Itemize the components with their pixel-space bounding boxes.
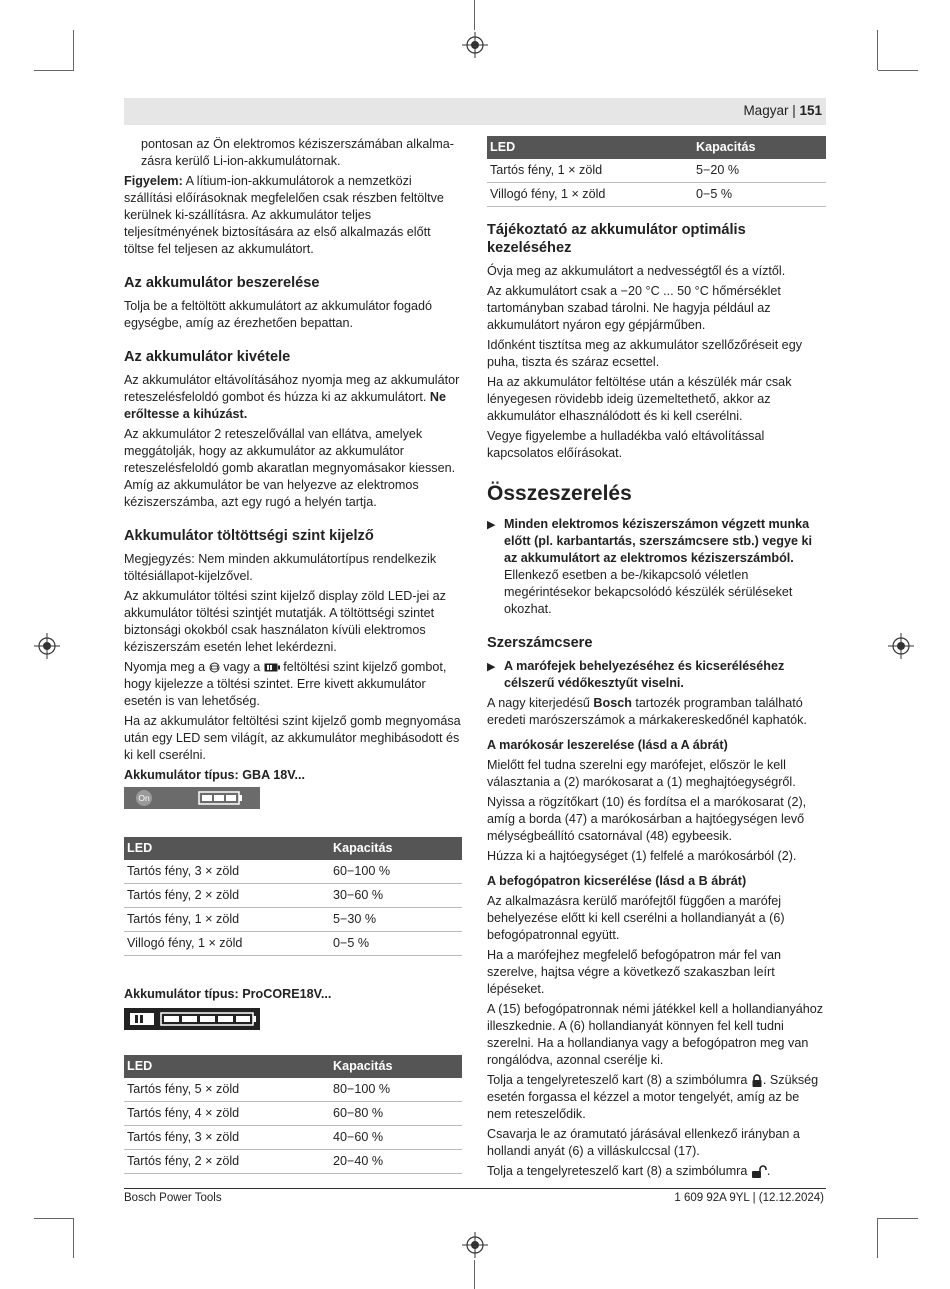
cell: 30−60 %: [330, 884, 462, 908]
handling-text: Az akkumulátort csak a −20 °C ... 50 °C hőmérséklet tartományban szabad tárolni. Ne hagyja például az akkumulátort nyáron egy gépjárműben.: [487, 284, 781, 332]
heading-collet: A befogópatron kicserélése (lásd a B ábrát): [487, 874, 747, 888]
bosch-paragraph: [487, 695, 826, 729]
crop-mark: [73, 1218, 74, 1258]
assembly-text: Ellenkező esetben a be-/kikapcsoló véletlen megérintésekor bekapcsolódó készülék sérüléseket okozhat.: [504, 568, 793, 616]
cell: 20−40 %: [330, 1150, 462, 1174]
collet-text: . Szükség esetén forgassa el kézzel a motor tengelyét, amíg az be nem reteszelődik.: [487, 1073, 819, 1121]
lock-closed-icon: [751, 1074, 763, 1088]
triangle-bullet-icon: ▶: [487, 519, 496, 531]
col-header: LED: [124, 1055, 330, 1078]
insert-text: Tolja be a feltöltött akkumulátort az akkumulátor fogadó egységbe, amíg az érezhetően bepattan.: [124, 299, 433, 330]
remove-text: Az akkumulátor eltávolításához nyomja meg az akkumulátor reteszelésfeloldó gombot és húzza ki az akkumulátort.: [124, 373, 460, 404]
battery-display-gba: [124, 787, 260, 809]
battery-segments-icon: [129, 1012, 257, 1026]
cell: 0−5 %: [693, 183, 826, 207]
attention-paragraph: [124, 173, 462, 258]
header-language: Magyar: [743, 103, 789, 118]
intro-line: pontosan az Ön elektromos kéziszerszámában alkalma-: [141, 137, 454, 151]
cell: 0−5 %: [330, 932, 462, 956]
registration-mark-icon: [888, 633, 914, 659]
remove-warning: Ne erőltesse a kihúzást.: [124, 390, 447, 421]
crop-mark: [474, 0, 475, 30]
assembly-bullet: [487, 516, 826, 618]
col-header: Kapacitás: [330, 837, 462, 860]
table-row: [124, 1102, 462, 1126]
crop-mark: [34, 1218, 74, 1219]
crop-mark: [877, 1218, 878, 1258]
heading-indicator: Akkumulátor töltöttségi szint kijelző: [124, 528, 374, 544]
cell: Tartós fény, 5 × zöld: [124, 1078, 330, 1102]
right-column: [487, 136, 826, 1183]
collet-text: Csavarja le az óramutató járásával ellenkező irányban a hollandi anyát (6) a villáskulccsal (17).: [487, 1127, 800, 1158]
page-header: Magyar | 151: [743, 103, 822, 118]
header-band: [124, 98, 826, 125]
bosch-text: A nagy kiterjedésű: [487, 696, 594, 710]
cell: Tartós fény, 3 × zöld: [124, 1126, 330, 1150]
cell: Tartós fény, 2 × zöld: [124, 1150, 330, 1174]
table-row: [124, 932, 462, 956]
cell: 60−100 %: [330, 860, 462, 884]
remove-text-2: Az akkumulátor 2 reteszelővállal van ellátva, amelyek meggátolják, hogy az akkumulátor az akkumulátor reteszelésfeloldó gomb akaratlan megnyomásakor kiessen. Amíg az akkumulátor be van helyezve az elektromos kéziszerszámba, azt egy rugó a helyén tartja.: [124, 427, 456, 509]
press-text: feltöltési szint kijelző gombot, hogy kijelezze a töltési szintet. Erre kivett akkumulátor esetén is van lehetőség.: [124, 660, 447, 708]
cell: Tartós fény, 4 × zöld: [124, 1102, 330, 1126]
battery-display-procore: [124, 1008, 260, 1030]
crop-mark: [877, 30, 878, 70]
toolchange-bullet: [487, 658, 826, 692]
registration-mark-icon: [462, 1232, 488, 1258]
battery-level-icon: [198, 791, 244, 805]
note-text: Megjegyzés: Nem minden akkumulátortípus rendelkezik töltésiállapot-kijelzővel.: [124, 552, 437, 583]
basket-text: Mielőtt fel tudna szerelni egy marófejet, először le kell választania a (2) marókosarat a (1) meghajtóegységről.: [487, 758, 796, 789]
cell: 60−80 %: [330, 1102, 462, 1126]
cell: Tartós fény, 1 × zöld: [124, 908, 330, 932]
crop-mark: [73, 30, 74, 70]
footer-brand: Bosch Power Tools: [124, 1192, 222, 1204]
collet-text: A (15) befogópatronnak némi játékkel kell a hollandianyához illeszkednie. A (6) hollandianyát könnyen fel kell tudni szerelni. Ha a hollandianya vagy a befogópatron meg van rongálódva, azonnal cserélje ki.: [487, 1002, 824, 1067]
table-row: [487, 159, 826, 183]
table-gba: [124, 837, 462, 956]
attention-label: Figyelem:: [124, 174, 183, 188]
crop-mark: [878, 1218, 918, 1219]
col-header: LED: [487, 136, 693, 159]
table-row: [124, 884, 462, 908]
bosch-brand: Bosch: [593, 696, 632, 710]
assembly-warning: Minden elektromos kéziszerszámon végzett munka előtt (pl. karbantartás, szerszámcsere stb.) vegye ki az akkumulátort az elektromos kéziszerszámból.: [504, 517, 812, 565]
handling-text: Vegye figyelembe a hulladékba való eltávolítással kapcsolatos előírásokat.: [487, 429, 765, 460]
collet-paragraph: [487, 1163, 826, 1180]
registration-mark-icon: [34, 633, 60, 659]
press-text: Nyomja meg a: [124, 660, 209, 674]
col-header: Kapacitás: [330, 1055, 462, 1078]
collet-text: Az alkalmazásra kerülő marófejtől függően a marófej behelyezése előtt ki kell cserélni a hollandianyát a (6) befogópatronnal együtt.: [487, 894, 785, 942]
cell: Tartós fény, 3 × zöld: [124, 860, 330, 884]
registration-mark-icon: [462, 32, 488, 58]
footer-divider: [124, 1188, 826, 1189]
collet-text: Tolja a tengelyreteszelő kart (8) a szimbólumra: [487, 1164, 751, 1178]
table-row: [124, 1126, 462, 1150]
heading-assembly: Összeszerelés: [487, 482, 632, 505]
crop-mark: [34, 70, 74, 71]
lock-open-icon: [751, 1165, 767, 1179]
basket-text: Húzza ki a hajtóegységet (1) felfelé a marókosárból (2).: [487, 849, 797, 863]
page-number: 151: [799, 103, 822, 118]
crop-mark: [474, 1260, 475, 1289]
table-row: [124, 1078, 462, 1102]
attention-text: A lítium-ion-akkumulátorok a nemzetközi szállítási előírásoknak megfelelően csak részben feltöltve kerülnek ki-szállításra. Az akkumulátor teljes teljesítményének biztosítására az első alkalmazás előtt töltse fel teljesen az akkumulátort.: [124, 174, 444, 256]
heading-toolchange: Szerszámcsere: [487, 635, 593, 651]
handling-text: Óvja meg az akkumulátort a nedvességtől és a víztől.: [487, 264, 786, 278]
led-text: Az akkumulátor töltési szint kijelző display zöld LED-jei az akkumulátor töltési szintjét mutatják. A töltöttségi szintet biztonsági okokból csak használaton kívüli elektromos kéziszerszám esetén lehet lekérdezni.: [124, 589, 446, 654]
heading-insert: Az akkumulátor beszerelése: [124, 275, 320, 291]
remove-paragraph: [124, 372, 462, 423]
press-text: vagy a: [219, 660, 264, 674]
collet-text: .: [766, 1164, 771, 1178]
table-procore: [124, 1055, 462, 1174]
cell: 80−100 %: [330, 1078, 462, 1102]
intro-line: zásra kerülő Li-ion-akkumulátornak.: [141, 154, 341, 168]
bosch-text: tartozék programban található eredeti marószerszámok a márkakereskedőnél kaphatók.: [487, 696, 807, 727]
battery-type-procore: Akkumulátor típus: ProCORE18V...: [124, 987, 332, 1001]
cell: Tartós fény, 2 × zöld: [124, 884, 330, 908]
cell: 40−60 %: [330, 1126, 462, 1150]
press-paragraph: [124, 659, 462, 710]
heading-remove: Az akkumulátor kivétele: [124, 349, 291, 365]
collet-text: Tolja a tengelyreteszelő kart (8) a szimbólumra: [487, 1073, 751, 1087]
cell: Tartós fény, 1 × zöld: [487, 159, 693, 183]
toolchange-warning: A marófejek behelyezéséhez és kicseréléséhez célszerű védőkesztyűt viselni.: [504, 659, 785, 690]
table-row: [124, 908, 462, 932]
on-button: On: [136, 790, 152, 806]
collet-text: Ha a marófejhez megfelelő befogópatron már fel van szerelve, hajtsa végre a következő szakaszban leírt lépéseket.: [487, 948, 782, 996]
table-row: [124, 860, 462, 884]
crop-mark: [878, 70, 918, 71]
col-header: LED: [124, 837, 330, 860]
handling-text: Ha az akkumulátor feltöltése után a készülék már csak lényegesen rövidebb ideig üzemeltethető, akkor az akkumulátor elhasználódott és ki kell cserélni.: [487, 375, 792, 423]
cell: Villogó fény, 1 × zöld: [124, 932, 330, 956]
heading-basket: A marókosár leszerelése (lásd a A ábrát): [487, 738, 728, 752]
table-row: [487, 183, 826, 207]
defect-text: Ha az akkumulátor feltöltési szint kijelző gomb megnyomása után egy LED sem világít, az akkumulátor meghibásodott és ki kell cserélni.: [124, 714, 461, 762]
triangle-bullet-icon: ▶: [487, 661, 496, 673]
basket-text: Nyissa a rögzítőkart (10) és fordítsa el a marókosarat (2), amíg a borda (47) a marókosárban a hajtóegységen levő mélységbeállító csatornával (48) egybeesik.: [487, 795, 807, 843]
heading-handling: Tájékoztató az akkumulátor optimális kezeléséhez: [487, 222, 746, 256]
footer-doc-id: 1 609 92A 9YL | (12.12.2024): [674, 1192, 824, 1204]
battery-icon: [264, 663, 280, 672]
table-continued: [487, 136, 826, 207]
battery-type-gba: Akkumulátor típus: GBA 18V...: [124, 768, 306, 782]
col-header: Kapacitás: [693, 136, 826, 159]
cell: Villogó fény, 1 × zöld: [487, 183, 693, 207]
table-row: [124, 1150, 462, 1174]
left-column: [124, 136, 462, 1174]
collet-paragraph: [487, 1072, 826, 1123]
handling-text: Időnként tisztítsa meg az akkumulátor szellőzőréseit egy puha, tiszta és száraz ecsettel.: [487, 338, 802, 369]
battery-gauge-icon: [209, 662, 220, 673]
cell: 5−20 %: [693, 159, 826, 183]
cell: 5−30 %: [330, 908, 462, 932]
